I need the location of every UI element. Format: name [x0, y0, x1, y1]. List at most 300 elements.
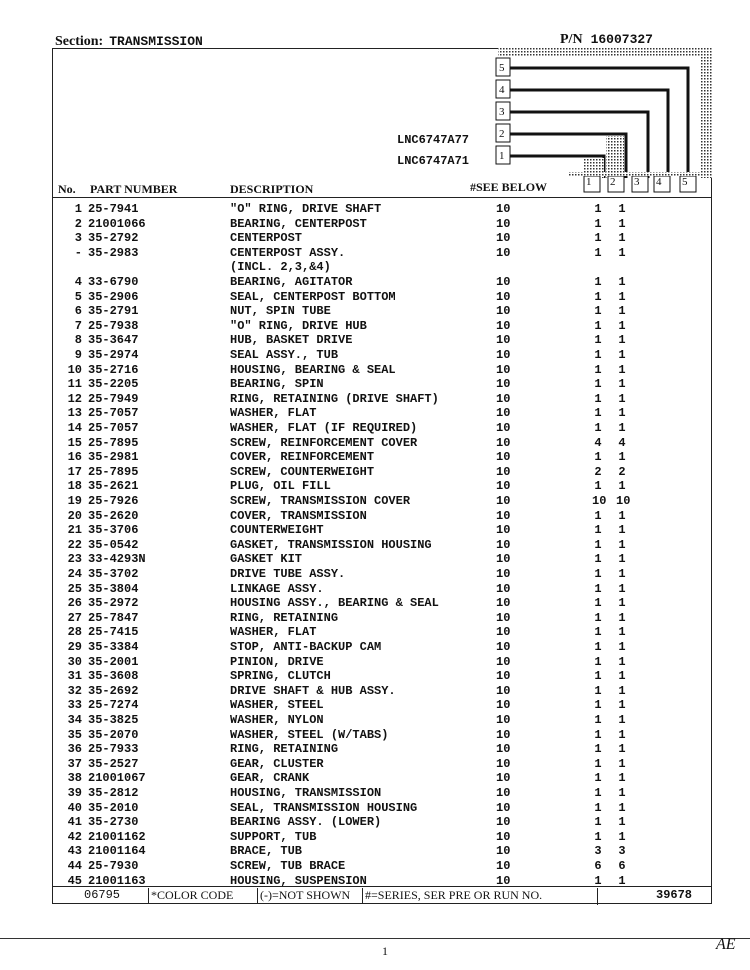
table-row: [58, 859, 708, 874]
row-qty-col1: 1: [594, 815, 602, 830]
row-number: 14: [67, 421, 82, 435]
row-series: 10: [496, 348, 511, 362]
table-row: [58, 494, 708, 509]
table-row: [58, 582, 708, 597]
row-number: 38: [67, 771, 82, 786]
row-qty-col1: 1: [594, 450, 602, 465]
row-number: 33: [67, 698, 82, 713]
row-part-number: 25-7057: [88, 421, 139, 435]
table-row: [58, 830, 708, 845]
row-part-number: 35-3825: [88, 713, 139, 727]
row-description: GEAR, CRANK: [230, 771, 310, 786]
row-qty-col2: 4: [618, 435, 626, 450]
row-qty-col1: 1: [594, 654, 602, 669]
table-row: [58, 290, 708, 305]
row-description: HOUSING ASSY., BEARING & SEAL: [230, 596, 439, 611]
row-description: RING, RETAINING: [230, 742, 339, 757]
row-qty-col2: 1: [618, 216, 626, 231]
table-row: [58, 348, 708, 363]
row-description: SCREW, COUNTERWEIGHT: [230, 464, 375, 479]
row-qty-col1: 1: [594, 567, 602, 581]
row-series: 10: [496, 406, 511, 421]
row-qty-col2: 1: [618, 625, 626, 640]
row-part-number: 35-3384: [88, 640, 139, 654]
row-series: 10: [496, 786, 511, 800]
table-row: [58, 202, 708, 217]
row-qty-col2: 1: [618, 771, 626, 786]
row-description: SCREW, TRANSMISSION COVER: [230, 494, 411, 508]
table-row: [58, 377, 708, 392]
row-qty-col1: 1: [594, 289, 602, 304]
row-series: 10: [496, 581, 511, 596]
col-head-5: 5: [682, 176, 688, 188]
row-qty-col2: 1: [618, 202, 626, 216]
row-qty-col2: 1: [618, 698, 626, 713]
row-description: SPRING, CLUTCH: [230, 669, 331, 684]
row-number: 23: [67, 552, 82, 567]
table-row: [58, 304, 708, 319]
row-qty-col2: 1: [618, 829, 626, 844]
row-part-number: 35-3647: [88, 333, 139, 348]
row-number: 29: [67, 640, 82, 654]
row-qty-col1: 1: [594, 216, 602, 231]
row-series: 10: [496, 391, 511, 406]
row-qty-col1: 1: [594, 552, 602, 567]
table-row: [58, 479, 708, 494]
row-qty-col2: 1: [618, 304, 626, 319]
row-part-number: 25-7949: [88, 391, 139, 406]
row-description: HOUSING, SUSPENSION: [230, 873, 367, 888]
row-part-number: 35-2812: [88, 786, 139, 800]
row-part-number: 25-7933: [88, 742, 139, 757]
row-qty-col2: 1: [618, 756, 626, 771]
row-part-number: 25-7938: [88, 318, 139, 333]
table-row: [58, 552, 708, 567]
header-part-number: PART NUMBER: [90, 182, 178, 196]
row-series: 10: [496, 318, 511, 333]
row-qty-col2: 1: [618, 683, 626, 698]
row-series: 10: [496, 537, 511, 552]
row-number: 31: [67, 669, 82, 684]
row-qty-col1: 1: [594, 275, 602, 289]
row-number: 1: [74, 202, 82, 216]
table-row: [58, 363, 708, 378]
row-qty-col2: 1: [618, 537, 626, 552]
row-description: SEAL ASSY., TUB: [230, 348, 339, 362]
row-series: 10: [496, 640, 511, 654]
table-row: [58, 231, 708, 246]
row-series: 10: [496, 859, 511, 873]
table-row: [58, 392, 708, 407]
row-description: STOP, ANTI-BACKUP CAM: [230, 640, 382, 654]
row-qty-col2: 1: [618, 333, 626, 348]
table-row: [58, 596, 708, 611]
section-value: TRANSMISSION: [109, 34, 203, 49]
row-description: BRACE, TUB: [230, 844, 303, 859]
row-description: HOUSING, TRANSMISSION: [230, 786, 382, 800]
row-part-number: 35-3608: [88, 669, 139, 684]
row-series: 10: [496, 202, 511, 216]
row-qty-col2: 1: [618, 508, 626, 523]
row-qty-col1: 1: [594, 231, 602, 246]
row-qty-col1: 1: [594, 362, 602, 377]
step-label-4: 4: [499, 84, 505, 96]
row-series: 10: [496, 742, 511, 757]
row-qty-col1: 1: [594, 333, 602, 348]
row-qty-col1: 1: [594, 610, 602, 625]
row-description: "O" RING, DRIVE HUB: [230, 318, 367, 333]
row-description: CENTERPOST: [230, 231, 303, 246]
table-row: [58, 319, 708, 334]
row-part-number: 25-7057: [88, 406, 139, 421]
row-series: 10: [496, 815, 511, 830]
row-number: 10: [67, 362, 82, 377]
row-part-number: 35-2974: [88, 348, 139, 362]
row-qty-col2: 1: [618, 552, 626, 567]
row-part-number: 35-2205: [88, 377, 139, 392]
row-qty-col2: 1: [618, 727, 626, 742]
row-qty-col2: 1: [618, 231, 626, 246]
row-part-number: 35-2791: [88, 304, 139, 319]
row-qty-col2: 1: [618, 421, 626, 435]
row-qty-col2: 1: [618, 406, 626, 421]
row-qty-col2: 1: [618, 377, 626, 392]
row-qty-col1: 1: [594, 698, 602, 713]
row-qty-col1: 2: [594, 464, 602, 479]
row-part-number: 35-0542: [88, 537, 139, 552]
row-qty-col1: 1: [594, 508, 602, 523]
row-part-number: 33-4293N: [88, 552, 146, 567]
table-row: [58, 333, 708, 348]
row-description: PINION, DRIVE: [230, 654, 324, 669]
footer-series-note: #=SERIES, SER PRE OR RUN NO.: [362, 888, 542, 903]
table-row: [58, 669, 708, 684]
row-part-number: 25-7895: [88, 435, 139, 450]
row-number: 4: [74, 275, 82, 289]
row-qty-col2: 1: [618, 596, 626, 611]
table-row: [58, 567, 708, 582]
row-qty-col1: 1: [594, 479, 602, 494]
model-name-a71: LNC6747A71: [397, 154, 470, 168]
row-part-number: 25-7274: [88, 698, 139, 713]
footer-not-shown: (-)=NOT SHOWN: [257, 888, 350, 903]
row-qty-col2: 1: [618, 391, 626, 406]
row-series: 10: [496, 698, 511, 713]
step-label-3: 3: [499, 106, 505, 118]
row-part-number: 35-2070: [88, 727, 139, 742]
col-head-4: 4: [656, 176, 662, 188]
row-description: BEARING ASSY. (LOWER): [230, 815, 382, 830]
row-part-number: 35-2001: [88, 654, 139, 669]
row-number: 11: [67, 377, 82, 392]
col-head-2: 2: [610, 176, 616, 188]
row-number: -: [74, 245, 82, 260]
row-description: LINKAGE ASSY.: [230, 581, 324, 596]
row-qty-col1: 1: [594, 596, 602, 611]
row-series: 10: [496, 333, 511, 348]
row-series: 10: [496, 829, 511, 844]
row-description: SUPPORT, TUB: [230, 829, 317, 844]
row-qty-col2: 1: [618, 348, 626, 362]
row-series: 10: [496, 216, 511, 231]
table-footer: [52, 886, 712, 905]
table-row: [58, 801, 708, 816]
row-number: 36: [67, 742, 82, 757]
table-row: [58, 844, 708, 859]
row-series: 10: [496, 844, 511, 859]
row-part-number: 35-2972: [88, 596, 139, 611]
row-part-number: 33-6790: [88, 275, 139, 289]
table-row: [58, 217, 708, 232]
row-qty-col1: 1: [594, 756, 602, 771]
table-row: [58, 786, 708, 801]
row-number: 41: [67, 815, 82, 830]
row-number: 21: [67, 523, 82, 538]
header-see-below: #SEE BELOW: [470, 180, 548, 194]
row-description: (INCL. 2,3,&4): [230, 260, 331, 275]
row-qty-col2: 3: [618, 844, 626, 859]
row-description: WASHER, FLAT: [230, 625, 317, 640]
row-description: RING, RETAINING: [230, 610, 339, 625]
col-head-1: 1: [586, 176, 592, 188]
row-qty-col1: 1: [594, 640, 602, 654]
footer-divider: [597, 888, 598, 905]
row-qty-col2: 1: [618, 275, 626, 289]
row-description: COVER, REINFORCEMENT: [230, 450, 375, 465]
row-part-number: 35-3702: [88, 567, 139, 581]
row-description: DRIVE SHAFT & HUB ASSY.: [230, 683, 396, 698]
table-row: [58, 450, 708, 465]
row-part-number: 25-7941: [88, 202, 139, 216]
row-description: WASHER, STEEL: [230, 698, 324, 713]
row-part-number: 35-2527: [88, 756, 139, 771]
row-qty-col1: 1: [594, 800, 602, 815]
row-series: 10: [496, 727, 511, 742]
row-qty-col1: 1: [594, 202, 602, 216]
row-qty-col2: 1: [618, 640, 626, 654]
row-description: PLUG, OIL FILL: [230, 479, 331, 494]
row-series: 10: [496, 669, 511, 684]
table-row: [58, 611, 708, 626]
row-qty-col1: 1: [594, 625, 602, 640]
header-description: DESCRIPTION: [230, 182, 314, 196]
row-qty-col1: 1: [594, 829, 602, 844]
row-qty-col2: 2: [618, 464, 626, 479]
table-row: [58, 523, 708, 538]
row-series: 10: [496, 800, 511, 815]
row-number: 34: [67, 713, 82, 727]
row-description: BEARING, AGITATOR: [230, 275, 353, 289]
row-qty-col2: 1: [618, 800, 626, 815]
row-description: WASHER, FLAT: [230, 406, 317, 421]
row-number: 12: [67, 391, 82, 406]
row-part-number: 35-2010: [88, 800, 139, 815]
row-series: 10: [496, 523, 511, 538]
row-part-number: 35-2792: [88, 231, 139, 246]
row-number: 39: [67, 786, 82, 800]
row-number: 44: [67, 859, 82, 873]
row-number: 18: [67, 479, 82, 494]
table-row: [58, 625, 708, 640]
row-description: SEAL, TRANSMISSION HOUSING: [230, 800, 418, 815]
table-row: [58, 713, 708, 728]
footer-doc-number: 39678: [656, 888, 693, 902]
step-label-2: 2: [499, 128, 505, 140]
row-qty-col1: 1: [594, 406, 602, 421]
row-series: 10: [496, 377, 511, 392]
table-row: [58, 421, 708, 436]
row-qty-col1: 10: [592, 494, 607, 508]
step-label-1: 1: [499, 150, 505, 162]
row-part-number: 25-7415: [88, 625, 139, 640]
row-number: 40: [67, 800, 82, 815]
row-part-number: 21001067: [88, 771, 146, 786]
row-description: BEARING, SPIN: [230, 377, 324, 392]
row-qty-col2: 1: [618, 610, 626, 625]
row-part-number: 35-2906: [88, 289, 139, 304]
row-qty-col1: 1: [594, 391, 602, 406]
row-number: 17: [67, 464, 82, 479]
table-row: [58, 275, 708, 290]
row-qty-col2: 1: [618, 742, 626, 757]
row-part-number: 21001066: [88, 216, 146, 231]
row-qty-col2: 1: [618, 669, 626, 684]
table-row: [58, 509, 708, 524]
column-number-row: [580, 176, 710, 192]
row-part-number: 21001164: [88, 844, 146, 859]
header-divider: [52, 197, 712, 198]
table-row: [58, 655, 708, 670]
row-series: 10: [496, 596, 511, 611]
row-series: 10: [496, 362, 511, 377]
row-series: 10: [496, 450, 511, 465]
row-number: 8: [74, 333, 82, 348]
row-qty-col1: 6: [594, 859, 602, 873]
row-number: 27: [67, 610, 82, 625]
section-label: Section:: [55, 34, 104, 49]
row-qty-col2: 1: [618, 450, 626, 465]
row-series: 10: [496, 304, 511, 319]
row-part-number: 35-2730: [88, 815, 139, 830]
row-number: 16: [67, 450, 82, 465]
row-series: 10: [496, 508, 511, 523]
part-number-heading: [560, 32, 653, 48]
row-qty-col1: 1: [594, 713, 602, 727]
row-description: WASHER, NYLON: [230, 713, 324, 727]
row-qty-col2: 1: [618, 786, 626, 800]
row-number: 37: [67, 756, 82, 771]
table-row: [58, 538, 708, 553]
row-number: 15: [67, 435, 82, 450]
row-qty-col2: 1: [618, 362, 626, 377]
row-qty-col1: 1: [594, 873, 602, 888]
row-description: RING, RETAINING (DRIVE SHAFT): [230, 391, 439, 406]
row-qty-col1: 1: [594, 669, 602, 684]
row-description: "O" RING, DRIVE SHAFT: [230, 202, 382, 216]
table-row: [58, 436, 708, 451]
row-number: 7: [74, 318, 82, 333]
row-qty-col1: 3: [594, 844, 602, 859]
row-qty-col2: 1: [618, 245, 626, 260]
row-number: 45: [67, 873, 82, 888]
table-row: [58, 465, 708, 480]
row-part-number: 35-2620: [88, 508, 139, 523]
row-qty-col1: 1: [594, 727, 602, 742]
row-description: NUT, SPIN TUBE: [230, 304, 331, 319]
row-number: 43: [67, 844, 82, 859]
row-series: 10: [496, 654, 511, 669]
row-number: 22: [67, 537, 82, 552]
row-qty-col2: 1: [618, 479, 626, 494]
header-no: No.: [58, 182, 76, 196]
row-part-number: 35-2981: [88, 450, 139, 465]
table-row: [58, 771, 708, 786]
row-part-number: 35-2692: [88, 683, 139, 698]
col-head-3: 3: [634, 176, 640, 188]
row-part-number: 35-2716: [88, 362, 139, 377]
row-series: 10: [496, 552, 511, 567]
row-number: 32: [67, 683, 82, 698]
row-qty-col2: 1: [618, 873, 626, 888]
table-row: [58, 684, 708, 699]
table-row: [58, 698, 708, 713]
handwritten-initials: AE: [716, 936, 736, 953]
row-description: BEARING, CENTERPOST: [230, 216, 367, 231]
row-part-number: 21001162: [88, 829, 146, 844]
row-part-number: 25-7930: [88, 859, 139, 873]
row-series: 10: [496, 625, 511, 640]
table-row: [58, 757, 708, 772]
row-qty-col1: 4: [594, 435, 602, 450]
row-qty-col1: 1: [594, 786, 602, 800]
row-qty-col1: 1: [594, 742, 602, 757]
model-step-diagram: [488, 48, 712, 196]
row-part-number: 35-2621: [88, 479, 139, 494]
row-qty-col2: 1: [618, 815, 626, 830]
row-part-number: 25-7895: [88, 464, 139, 479]
row-description: SEAL, CENTERPOST BOTTOM: [230, 289, 396, 304]
row-part-number: 35-2983: [88, 245, 139, 260]
page-bottom-rule: [0, 938, 750, 939]
table-row: [58, 742, 708, 757]
row-qty-col2: 6: [618, 859, 626, 873]
row-number: 42: [67, 829, 82, 844]
row-description: HOUSING, BEARING & SEAL: [230, 362, 396, 377]
table-row: [58, 260, 708, 275]
footer-date: 06795: [84, 888, 121, 902]
row-qty-col1: 1: [594, 318, 602, 333]
row-series: 10: [496, 289, 511, 304]
row-qty-col2: 1: [618, 289, 626, 304]
table-row: [58, 640, 708, 655]
row-series: 10: [496, 771, 511, 786]
row-series: 10: [496, 567, 511, 581]
row-number: 3: [74, 231, 82, 246]
row-part-number: 35-3706: [88, 523, 139, 538]
row-qty-col2: 1: [618, 654, 626, 669]
row-part-number: 35-3804: [88, 581, 139, 596]
row-qty-col1: 1: [594, 771, 602, 786]
table-row: [58, 728, 708, 743]
row-description: HUB, BASKET DRIVE: [230, 333, 353, 348]
row-description: SCREW, REINFORCEMENT COVER: [230, 435, 418, 450]
row-qty-col2: 1: [618, 567, 626, 581]
row-description: COVER, TRANSMISSION: [230, 508, 367, 523]
row-series: 10: [496, 245, 511, 260]
row-qty-col2: 10: [616, 494, 631, 508]
row-part-number: 25-7926: [88, 494, 139, 508]
row-description: COUNTERWEIGHT: [230, 523, 324, 538]
